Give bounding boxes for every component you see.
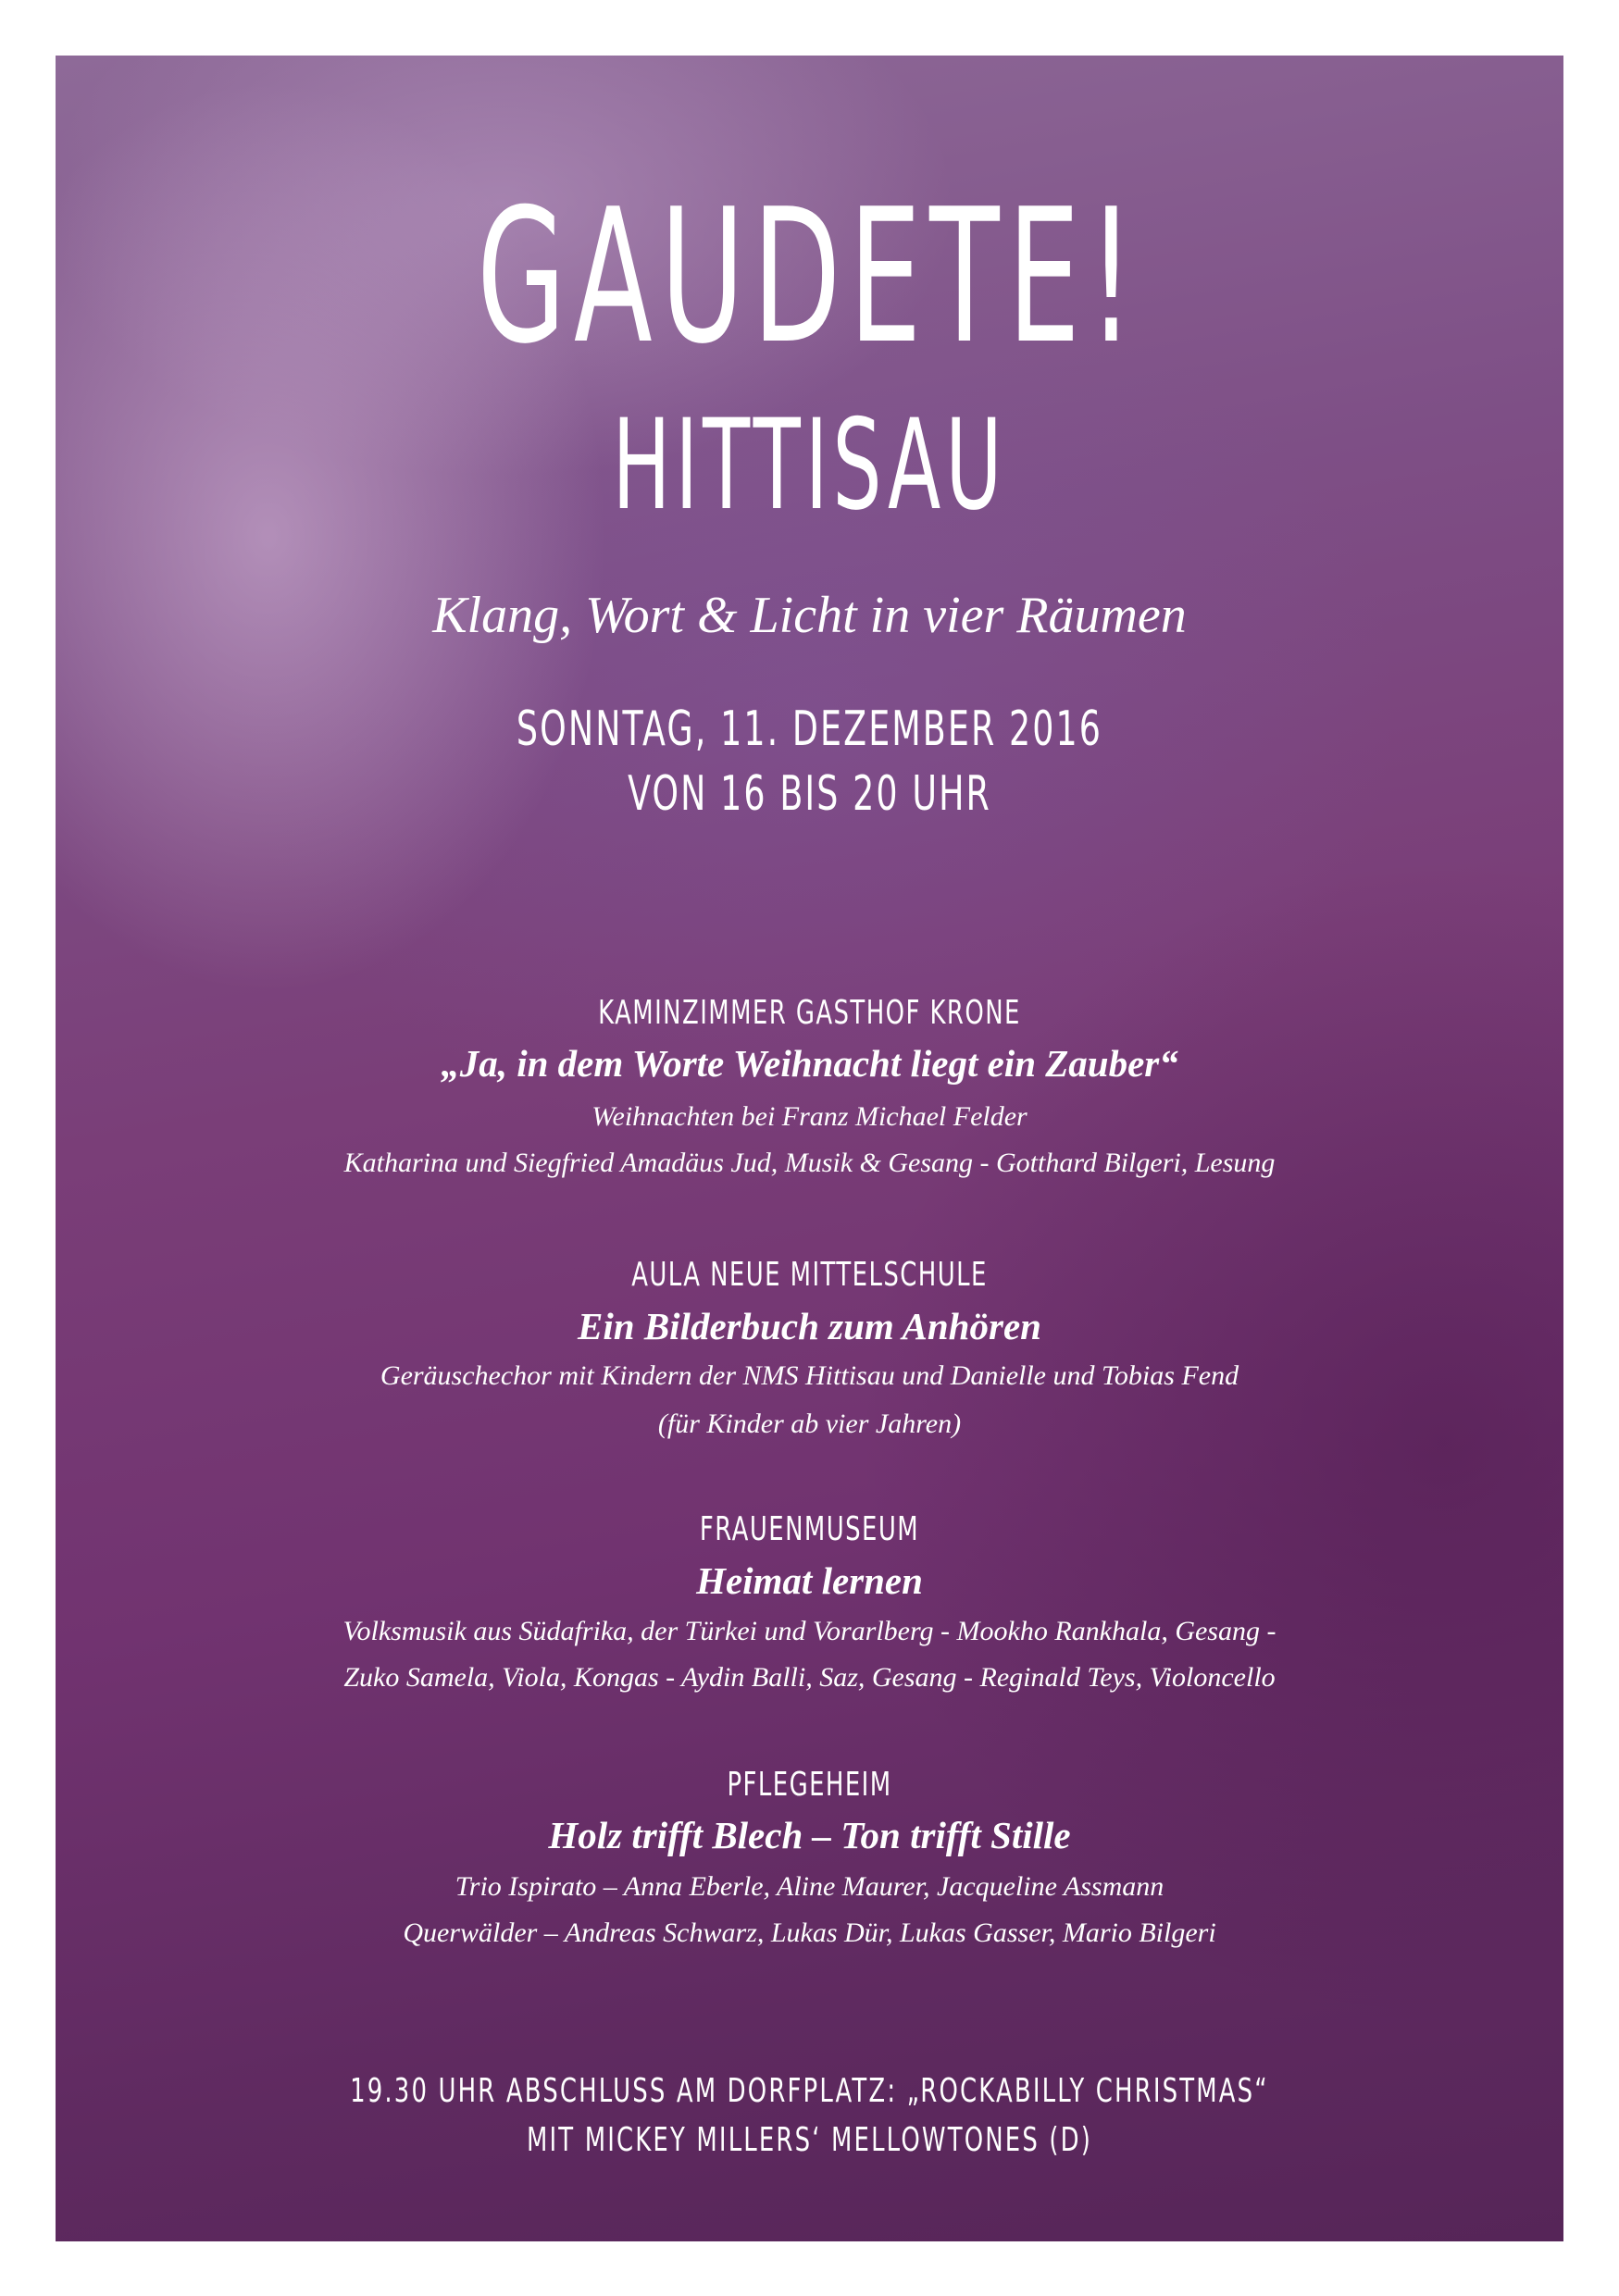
event-1-title: „Ja, in dem Worte Weihnacht liegt ein Zauber“ [441, 1042, 1178, 1085]
event-1-detail-2: Katharina und Siegfried Amadäus Jud, Musik & Gesang - Gotthard Bilgeri, Lesung [343, 1148, 1276, 1178]
event-2-detail-1: Geräuschechor mit Kindern der NMS Hittisau und Danielle und Tobias Fend [380, 1360, 1239, 1391]
event-3-detail-2: Zuko Samela, Viola, Kongas - Aydin Balli, Saz, Gesang - Reginald Teys, Violoncello [343, 1662, 1276, 1693]
closing-line-2: MIT MICKEY MILLERS‘ MELLOWTONES (D) [526, 2121, 1093, 2159]
event-2-detail-2: (für Kinder ab vier Jahren) [657, 1409, 962, 1439]
event-date: SONNTAG, 11. DEZEMBER 2016 [516, 701, 1103, 757]
event-2-venue: AULA NEUE MITTELSCHULE [631, 1256, 988, 1294]
closing-line-1: 19.30 UHR ABSCHLUSS AM DORFPLATZ: „ROCKABILLY CHRISTMAS“ [350, 2072, 1269, 2110]
poster-place: HITTISAU [612, 392, 1007, 538]
event-time: VON 16 BIS 20 UHR [628, 766, 991, 822]
event-4-title: Holz trifft Blech – Ton trifft Stille [548, 1814, 1071, 1856]
event-1-detail-1: Weihnachten bei Franz Michael Felder [592, 1101, 1027, 1132]
poster-title: GAUDETE! [477, 169, 1142, 385]
event-2-title: Ein Bilderbuch zum Anhören [578, 1305, 1041, 1347]
poster [56, 56, 1563, 2241]
poster-tagline: Klang, Wort & Licht in vier Räumen [432, 587, 1187, 644]
event-3-detail-1: Volksmusik aus Südafrika, der Türkei und Vorarlberg - Mookho Rankhala, Gesang - [342, 1616, 1277, 1646]
event-1-venue: KAMINZIMMER GASTHOF KRONE [598, 994, 1021, 1032]
event-4-venue: PFLEGEHEIM [727, 1766, 892, 1804]
event-3-venue: FRAUENMUSEUM [699, 1510, 920, 1548]
event-4-detail-2: Querwälder – Andreas Schwarz, Lukas Dür, Lukas Gasser, Mario Bilgeri [403, 1917, 1216, 1948]
event-3-title: Heimat lernen [696, 1559, 923, 1602]
event-4-detail-1: Trio Ispirato – Anna Eberle, Aline Maurer, Jacqueline Assmann [455, 1871, 1164, 1902]
